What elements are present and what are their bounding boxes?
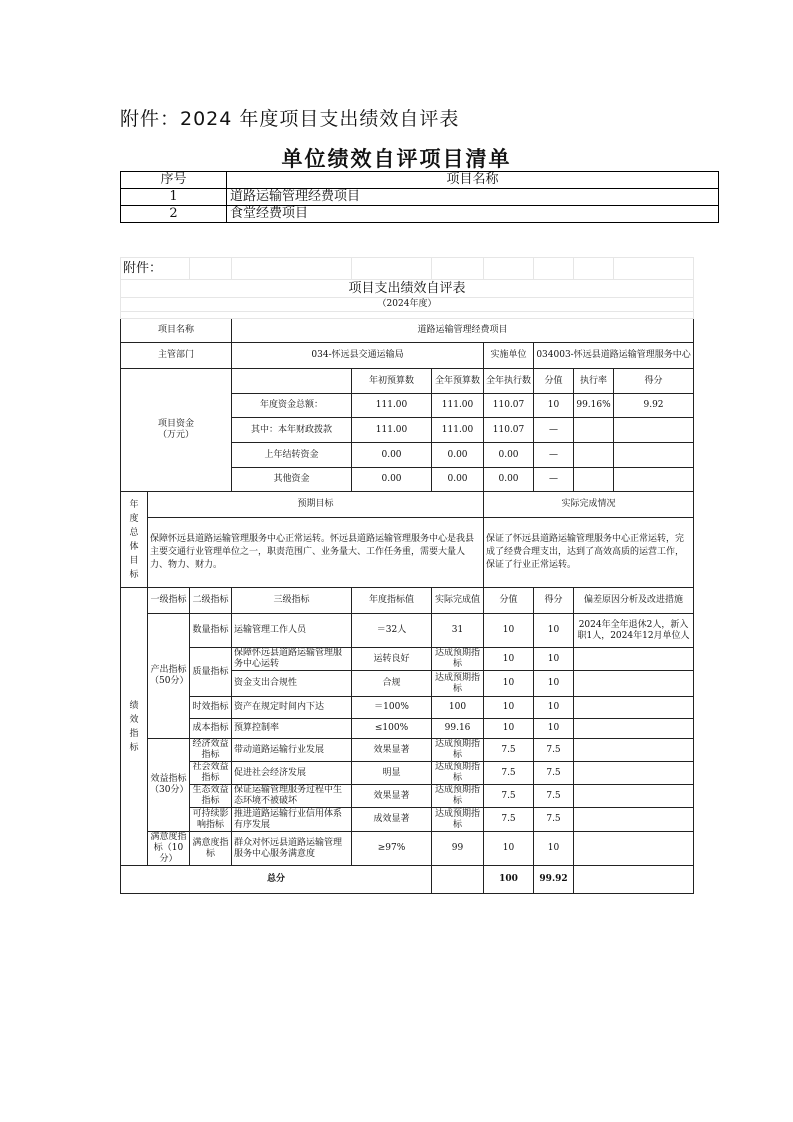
row-project-name: 食堂经费项目 <box>227 206 719 223</box>
list-title: 单位绩效自评项目清单 <box>281 147 512 171</box>
project-list-table <box>120 171 719 223</box>
total-row <box>121 866 694 894</box>
funds-header-executed: 全年执行数 <box>484 369 534 394</box>
goals-row <box>121 518 694 588</box>
funds-header-score: 得分 <box>614 369 694 394</box>
funds-row: 其他资金 0.00 0.00 0.00 — <box>121 468 694 492</box>
funds-header-rate: 执行率 <box>574 369 614 394</box>
indicator-row: 资金支出合规性 合规 达成预期指标 10 10 <box>121 671 694 697</box>
indicators-header-row: 绩效指标 一级指标 二级指标 三级指标 年度指标值 实际完成值 分值 得分 偏差原因分析及改进措施 <box>121 588 694 614</box>
indicator-row: 时效指标 资产在规定时间内下达 ＝100% 100 10 10 <box>121 697 694 719</box>
project-name-row <box>121 319 694 343</box>
goals-header-row <box>121 492 694 518</box>
table-row <box>121 189 719 206</box>
funds-row: 年度资金总额： 111.00 111.00 110.07 10 99.16% 9.92 <box>121 394 694 418</box>
funds-header-initial: 年初预算数 <box>352 369 432 394</box>
total-weight: 100 <box>484 866 534 894</box>
indicator-row: 生态效益指标 保证运输管理服务过程中生态环境不被破坏 效果显著 达成预期指标 7.5 7.5 <box>121 785 694 808</box>
header-project-name: 项目名称 <box>227 172 719 189</box>
funds-header-row <box>121 369 694 394</box>
funds-row: 上年结转资金 0.00 0.00 0.00 — <box>121 443 694 468</box>
funds-label: 项目资金 （万元） <box>121 369 232 492</box>
funds-header-annual: 全年预算数 <box>432 369 484 394</box>
expected-goal-text: 保障怀远县道路运输管理服务中心正常运转。怀远县道路运输管理服务中心是我县主要交通行业管理单位之一，职责范围广、业务量大、工作任务重，需要大量人力、物力、财力。 <box>148 518 484 588</box>
indicators-side-label: 绩效指标 <box>121 588 148 866</box>
actual-result-text: 保证了怀远县道路运输管理服务中心正常运转，完成了经费合理支出，达到了高效高质的运营工作，保证了行业正常运转。 <box>484 518 694 588</box>
benefit-indicator-group: 效益指标 （30分） <box>148 739 190 832</box>
header-seq: 序号 <box>121 172 227 189</box>
dept-value: 034-怀远县交通运输局 <box>232 343 484 369</box>
row-seq: 2 <box>121 206 227 223</box>
impl-value: 034003-怀远县道路运输管理服务中心 <box>534 343 694 369</box>
funds-row: 其中：本年财政拨款 111.00 111.00 110.07 — <box>121 418 694 443</box>
performance-evaluation-form <box>120 257 694 894</box>
attachment-title: 附件：2024 年度项目支出绩效自评表 <box>120 108 460 130</box>
funds-header-weight: 分值 <box>534 369 574 394</box>
goals-side-label: 年度总体目标 <box>121 492 148 588</box>
row-seq: 1 <box>121 189 227 206</box>
dept-label: 主管部门 <box>121 343 232 369</box>
satisfaction-indicator-group: 满意度指标（10分） <box>148 832 190 866</box>
table-row <box>121 206 719 223</box>
department-row <box>121 343 694 369</box>
form-attachment-label: 附件： <box>121 258 190 280</box>
project-name-value: 道路运输管理经费项目 <box>232 319 694 343</box>
impl-label: 实施单位 <box>484 343 534 369</box>
total-score: 99.92 <box>534 866 574 894</box>
indicator-row: 可持续影响指标 推进道路运输行业信用体系有序发展 成效显著 达成预期指标 7.5 7.5 <box>121 808 694 832</box>
table-header-row <box>121 172 719 189</box>
total-label: 总分 <box>121 866 432 894</box>
output-indicator-group: 产出指标 （50分） <box>148 614 190 739</box>
indicator-row: 产出指标 （50分） 数量指标 运输管理工作人员 ＝32人 31 10 10 2024年全年退休2人，新入职1人，2024年12月单位人 <box>121 614 694 648</box>
expected-goal-header: 预期目标 <box>148 492 484 518</box>
indicator-row: 满意度指标（10分） 满意度指标 群众对怀远县道路运输管理服务中心服务满意度 ≥97% 99 10 10 <box>121 832 694 866</box>
indicator-row: 社会效益指标 促进社会经济发展 明显 达成预期指标 7.5 7.5 <box>121 762 694 785</box>
indicator-row: 效益指标 （30分） 经济效益指标 带动道路运输行业发展 效果显著 达成预期指标 7.5 7.5 <box>121 739 694 762</box>
project-name-label: 项目名称 <box>121 319 232 343</box>
actual-result-header: 实际完成情况 <box>484 492 694 518</box>
form-title: 项目支出绩效自评表 <box>121 280 694 298</box>
form-year: （2024年度） <box>121 298 694 312</box>
row-project-name: 道路运输管理经费项目 <box>227 189 719 206</box>
indicator-row: 质量指标 保障怀远县道路运输管理服务中心运转 运转良好 达成预期指标 10 10 <box>121 648 694 671</box>
indicator-row: 成本指标 预算控制率 ≤100% 99.16 10 10 <box>121 719 694 739</box>
